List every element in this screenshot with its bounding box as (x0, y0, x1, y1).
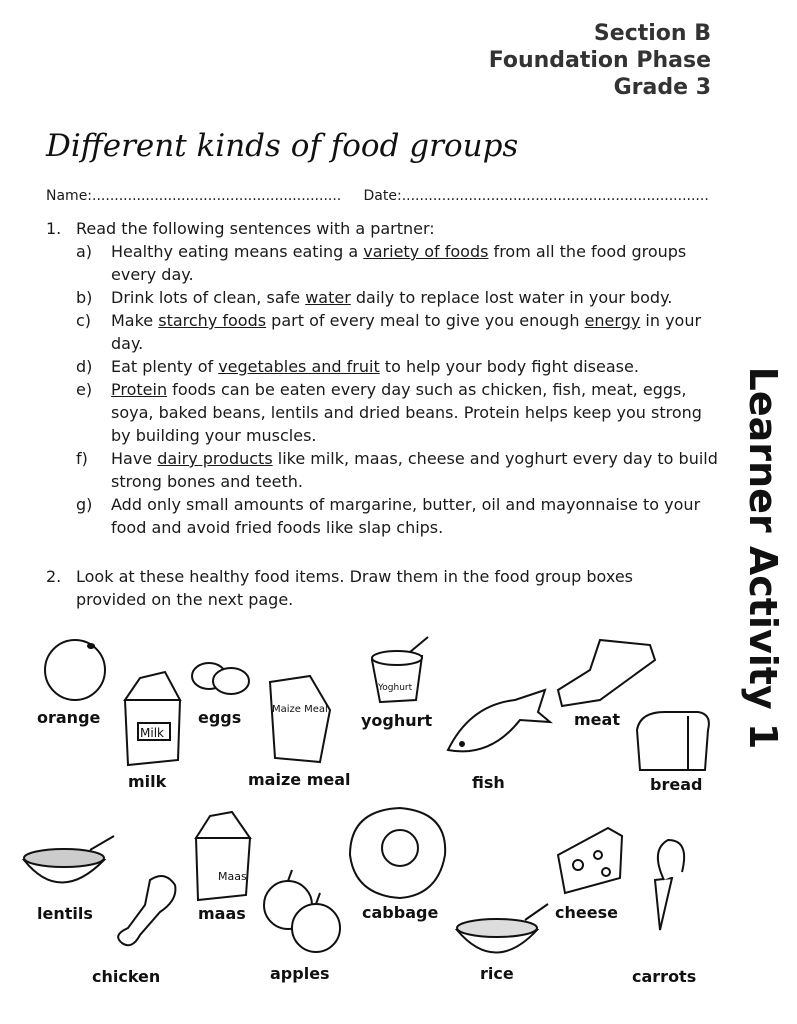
label-milk: milk (128, 772, 167, 791)
list-item: g) Add only small amounts of margarine, butter, oil and mayonnaise to your food and avoid fried foods like slap chips. (76, 495, 701, 537)
label-yoghurt: yoghurt (361, 711, 433, 730)
question-number: 1. (46, 219, 62, 238)
date-field[interactable]: ..................................................................... (401, 188, 709, 204)
meat-icon (558, 640, 655, 706)
yoghurt-package-label: Yoghurt (378, 683, 413, 693)
worksheet-title: Different kinds of food groups (46, 128, 519, 164)
label-meat: meat (574, 710, 620, 729)
lentils-icon (24, 836, 114, 883)
question-text: Read the following sentences with a partner: (76, 219, 435, 238)
question-1 (46, 217, 726, 539)
rice-icon (457, 904, 548, 953)
label-apples: apples (270, 964, 330, 983)
list-item: a) Healthy eating means eating a variety of foods from all the food groups every day. (76, 242, 687, 284)
fish-icon (448, 690, 550, 751)
label-carrots: carrots (632, 967, 697, 986)
maas-carton-icon (196, 812, 250, 900)
label-chicken: chicken (92, 967, 161, 986)
bread-icon (637, 712, 709, 770)
list-item: b) Drink lots of clean, safe water daily to replace lost water in your body. (76, 288, 673, 307)
cabbage-icon (350, 808, 445, 898)
sentence-list (76, 240, 726, 539)
list-item: e) Protein foods can be eaten every day such as chicken, fish, meat, eggs, soya, baked beans, lentils and dried beans. Protein helps keep you strong by building your muscles. (76, 380, 702, 445)
milk-package-label: Milk (140, 726, 164, 740)
orange-icon (45, 640, 105, 700)
label-bread: bread (650, 775, 703, 794)
phase-label: Foundation Phase (488, 48, 711, 73)
apples-icon (264, 870, 340, 952)
date-label: Date: (363, 188, 402, 204)
question-2 (46, 565, 706, 611)
label-cabbage: cabbage (362, 903, 439, 922)
label-eggs: eggs (198, 708, 242, 727)
list-item: c) Make starchy foods part of every meal to give you enough energy in your day. (76, 311, 702, 353)
maize-meal-icon (270, 676, 330, 762)
question-text: Look at these healthy food items. Draw them in the food group boxes provided on the next page. (76, 567, 633, 609)
label-fish: fish (472, 773, 505, 792)
side-title: Learner Activity 1 (741, 366, 785, 750)
section-label: Section B (593, 21, 711, 46)
question-number: 2. (46, 567, 62, 586)
label-cheese: cheese (555, 903, 618, 922)
maas-package-label: Maas (218, 870, 247, 883)
label-maas: maas (198, 904, 246, 923)
milk-carton-icon (125, 672, 180, 765)
label-orange: orange (37, 708, 101, 727)
list-item: d) Eat plenty of vegetables and fruit to help your body fight disease. (76, 357, 639, 376)
label-lentils: lentils (37, 904, 93, 923)
label-maize-meal: maize meal (248, 770, 351, 789)
cheese-icon (558, 828, 622, 893)
name-date-row (46, 188, 709, 204)
label-rice: rice (480, 964, 514, 983)
list-item: f) Have dairy products like milk, maas, cheese and yoghurt every day to build strong bones and teeth. (76, 449, 718, 491)
learner-activity-banner (738, 358, 788, 758)
food-illustrations (0, 620, 740, 1020)
maize-package-label: Maize Meal (272, 704, 328, 715)
yoghurt-icon (372, 637, 428, 702)
name-field[interactable]: ........................................................ (92, 188, 342, 204)
name-label: Name: (46, 188, 93, 204)
section-header (489, 20, 711, 101)
eggs-icon (192, 663, 249, 694)
carrots-icon (655, 840, 684, 930)
grade-label: Grade 3 (613, 75, 711, 100)
chicken-icon (118, 876, 175, 945)
